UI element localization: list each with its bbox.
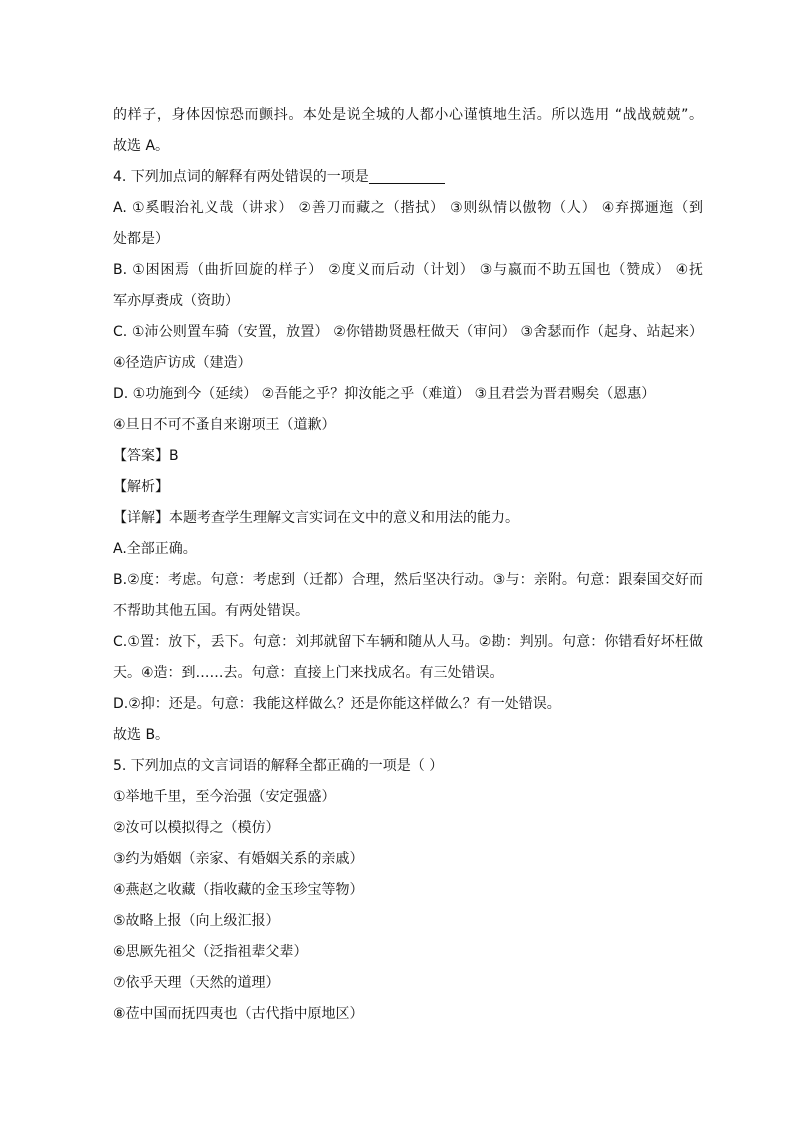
explanation-c-line-1: C.①置：放下，丢下。句意：刘邦就留下车辆和随从人马。②勘：判别。句意：你错看好坏枉做	[113, 634, 703, 650]
question-4-stem	[113, 162, 703, 193]
option-b-line-2: 军亦厚赉成（资助）	[113, 293, 239, 309]
answer-blank	[369, 169, 445, 184]
option-a-line-1: A. ①奚暇治礼义哉（讲求） ②善刀而藏之（揩拭） ③则纵情以傲物（人） ④弃掷逦迤（到	[113, 200, 703, 216]
item-1: ①举地千里，至今治强（安定强盛）	[113, 789, 336, 805]
option-c-line-2: ④径造庐访成（建造）	[113, 355, 252, 371]
option-b-line-1: B. ①困困焉（曲折回旋的样子） ②度义而后动（计划） ③与嬴而不助五国也（赞成） ④抚	[113, 262, 703, 278]
explanation-a: A.全部正确。	[113, 541, 197, 557]
item-6: ⑥思厥先祖父（泛指祖辈父辈）	[113, 944, 308, 960]
item-5: ⑤故略上报（向上级汇报）	[113, 913, 280, 929]
explanation-b-line-1: B.②度：考虑。句意：考虑到（迁都）合理，然后坚决行动。③与：亲附。句意：跟秦国交好而	[113, 572, 703, 588]
option-c-line-1: C. ①沛公则置车骑（安置，放置） ②你错勘贤愚枉做天（审问） ③舍瑟而作（起身、站起来）	[113, 324, 703, 340]
option-d-line-1: D. ①功施到今（延续） ②吾能之乎？抑汝能之乎（难道） ③且君尝为晋君赐矣（恩惠）	[113, 386, 656, 402]
explanation-c-line-2: 天。④造：到……去。句意：直接上门来找成名。有三处错误。	[113, 665, 504, 681]
explanation-d: D.②抑：还是。句意：我能这样做么？还是你能这样做么？有一处错误。	[113, 696, 561, 712]
item-3: ③约为婚姻（亲家、有婚姻关系的亲戚）	[113, 851, 364, 867]
question-5-stem: 5. 下列加点的文言词语的解释全都正确的一项是（ ）	[113, 758, 444, 774]
option-d-line-2: ④旦日不可不蚤自来谢项王（道歉）	[113, 417, 336, 433]
text-line: 的样子，身体因惊恐而颤抖。本处是说全城的人都小心谨慎地生活。所以选用 “战战兢兢”。	[113, 107, 703, 123]
question-4-text: 4. 下列加点词的解释有两处错误的一项是	[113, 169, 369, 185]
option-a-line-2: 处都是）	[113, 231, 169, 247]
answer-line: 【答案】B	[113, 448, 179, 464]
item-8: ⑧莅中国而抚四夷也（古代指中原地区）	[113, 1006, 364, 1022]
explanation-b-line-2: 不帮助其他五国。有两处错误。	[113, 603, 309, 619]
detail-line: 【详解】本题考查学生理解文言实词在文中的意义和用法的能力。	[113, 510, 519, 526]
text-line: 故选 A。	[113, 138, 170, 154]
conclusion-line: 故选 B。	[113, 727, 170, 743]
analysis-heading: 【解析】	[113, 479, 169, 495]
item-2: ②汝可以模拟得之（模仿）	[113, 820, 280, 836]
item-4: ④燕赵之收藏（指收藏的金玉珍宝等物）	[113, 882, 364, 898]
item-7: ⑦依乎天理（天然的道理）	[113, 975, 280, 991]
document-body	[113, 100, 703, 1030]
